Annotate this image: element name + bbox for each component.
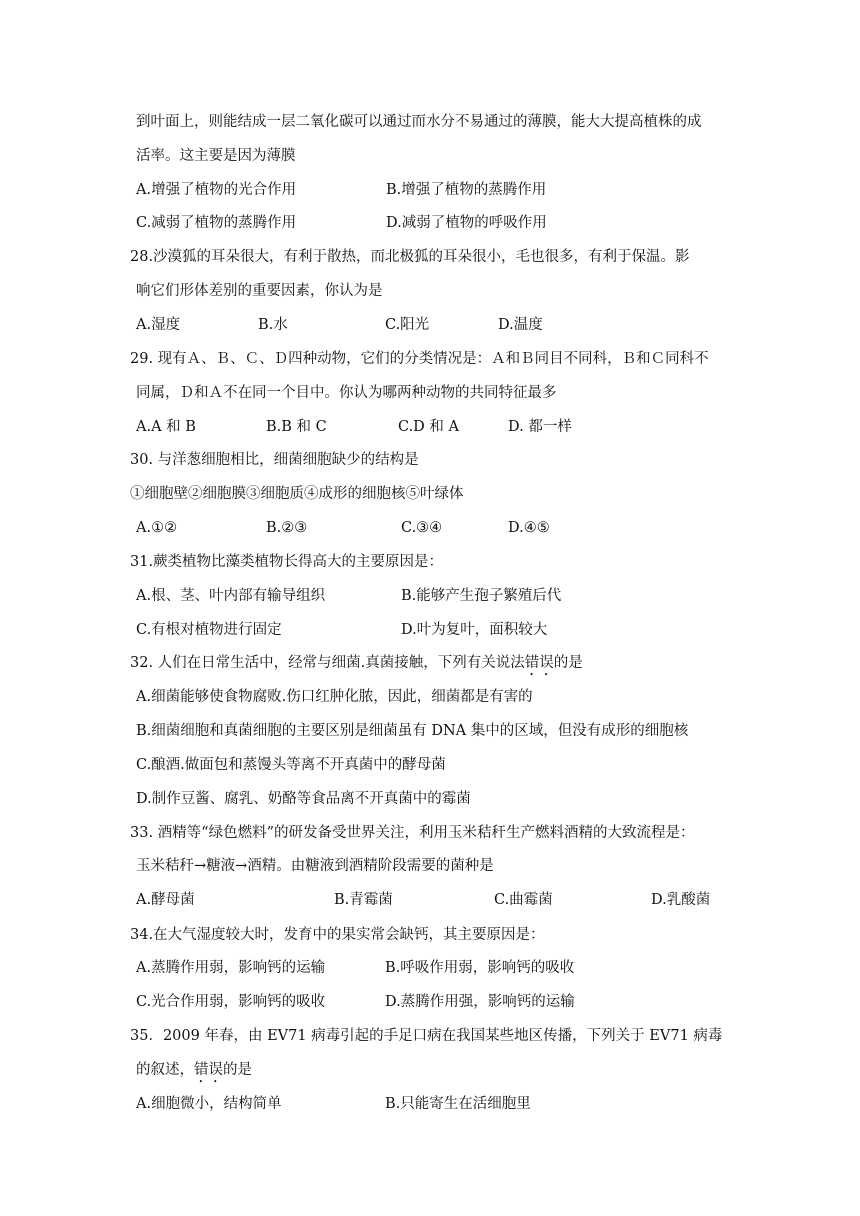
- q29-option-d[interactable]: D. 都一样: [508, 419, 572, 435]
- q33-stem-line2: 玉米秸秆→糖液→酒精。由糖液到酒精阶段需要的菌种是: [136, 858, 494, 874]
- q28-option-a[interactable]: A.湿度: [136, 317, 181, 333]
- q31-option-c[interactable]: C.有根对植物进行固定: [136, 622, 282, 638]
- q34-stem-line1: 34.在大气湿度较大时，发育中的果实常会缺钙，其主要原因是：: [130, 927, 545, 943]
- q28-stem-line1: 28.沙漠狐的耳朵很大，有利于散热，而北极狐的耳朵很小，毛也很多，有利于保温。影: [130, 249, 690, 265]
- q35-stem-suffix: 的是: [223, 1062, 252, 1078]
- q32-option-b[interactable]: B.细菌细胞和真菌细胞的主要区别是细菌虽有 DNA 集中的区域，但没有成形的细胞核: [136, 723, 689, 739]
- q34-option-d[interactable]: D.蒸腾作用强，影响钙的运输: [385, 994, 575, 1010]
- q28-option-d[interactable]: D.温度: [498, 317, 543, 333]
- q29-option-a[interactable]: A.A 和 B: [136, 419, 196, 435]
- q35-option-b[interactable]: B.只能寄生在活细胞里: [385, 1096, 531, 1112]
- q31-option-a[interactable]: A.根、茎、叶内部有输导组织: [136, 588, 326, 604]
- q32-option-d[interactable]: D.制作豆酱、腐乳、奶酪等食品离不开真菌中的霉菌: [136, 791, 471, 807]
- q28-stem-line2: 响它们形体差别的重要因素，你认为是: [136, 283, 383, 299]
- q27-option-c[interactable]: C.减弱了植物的蒸腾作用: [136, 215, 297, 231]
- q32-option-a[interactable]: A.细菌能够使食物腐败.伤口红肿化脓，因此，细菌都是有害的: [136, 689, 533, 705]
- q29-stem-line2: 同属，Ｄ和Ａ不在同一个目中。你认为哪两种动物的共同特征最多: [136, 385, 557, 401]
- q30-stem-line1: 30. 与洋葱细胞相比，细菌细胞缺少的结构是: [130, 452, 419, 468]
- q30-option-c[interactable]: C.③④: [401, 520, 443, 536]
- q27-stem-line2: 活率。这主要是因为薄膜: [136, 148, 296, 164]
- q28-option-b[interactable]: B.水: [258, 317, 288, 333]
- q33-option-b[interactable]: B.青霉菌: [334, 892, 393, 908]
- q35-stem-line2: [136, 1060, 252, 1086]
- q33-stem-line1: 33. 酒精等“绿色燃料”的研发备受世界关注，利用玉米秸秆生产燃料酒精的大致流程是：: [130, 825, 695, 841]
- q27-stem-line1: 到叶面上，则能结成一层二氧化碳可以通过而水分不易通过的薄膜，能大大提高植株的成: [136, 114, 702, 130]
- q35-stem-line1: 35．2009 年春，由 EV71 病毒引起的手足口病在我国某些地区传播，下列关于 EV71 病毒: [130, 1028, 723, 1044]
- q34-option-b[interactable]: B.呼吸作用弱，影响钙的吸收: [385, 960, 575, 976]
- q31-stem-line1: 31.蕨类植物比藻类植物长得高大的主要原因是：: [130, 554, 444, 570]
- q27-option-a[interactable]: A.增强了植物的光合作用: [136, 182, 297, 198]
- q28-option-c[interactable]: C.阳光: [385, 317, 430, 333]
- q35-stem-prefix: 的叙述，: [136, 1062, 194, 1078]
- q32-stem: [130, 653, 583, 679]
- q32-stem-emphasis: 错误: [524, 655, 554, 671]
- q30-option-d[interactable]: D.④⑤: [508, 520, 550, 536]
- q33-option-a[interactable]: A.酵母菌: [136, 892, 195, 908]
- q29-stem-line1: 29. 现有Ａ、Ｂ、Ｃ、Ｄ四种动物，它们的分类情况是：Ａ和Ｂ同目不同科，Ｂ和Ｃ同科不: [130, 351, 709, 367]
- q32-stem-suffix: 的是: [553, 655, 583, 671]
- q31-option-d[interactable]: D.叶为复叶，面积较大: [401, 622, 548, 638]
- q34-option-a[interactable]: A.蒸腾作用弱，影响钙的运输: [136, 960, 326, 976]
- q35-stem-emphasis: 错误: [194, 1062, 223, 1078]
- q33-option-c[interactable]: C.曲霉菌: [494, 892, 553, 908]
- q30-option-a[interactable]: A.①②: [136, 520, 178, 536]
- q27-option-d[interactable]: D.减弱了植物的呼吸作用: [386, 215, 547, 231]
- q29-option-c[interactable]: C.D 和 A: [398, 419, 460, 435]
- q32-option-c[interactable]: C.酿酒.做面包和蒸馒头等离不开真菌中的酵母菌: [136, 757, 446, 773]
- q30-stem-line2: ①细胞壁②细胞膜③细胞质④成形的细胞核⑤叶绿体: [130, 486, 464, 502]
- q29-option-b[interactable]: B.B 和 C: [266, 419, 327, 435]
- q33-option-d[interactable]: D.乳酸菌: [651, 892, 711, 908]
- q31-option-b[interactable]: B.能够产生孢子繁殖后代: [401, 588, 562, 604]
- q27-option-b[interactable]: B.增强了植物的蒸腾作用: [386, 182, 547, 198]
- q32-stem-prefix: 32. 人们在日常生活中，经常与细菌.真菌接触，下列有关说法: [130, 655, 525, 671]
- q35-option-a[interactable]: A.细胞微小，结构简单: [136, 1096, 282, 1112]
- q34-option-c[interactable]: C.光合作用弱，影响钙的吸收: [136, 994, 326, 1010]
- q30-option-b[interactable]: B.②③: [266, 520, 308, 536]
